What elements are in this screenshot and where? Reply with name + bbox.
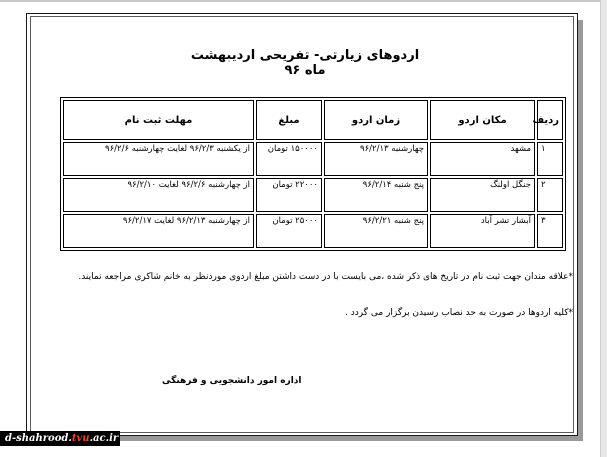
header-row-number: ردیف	[537, 100, 563, 140]
cell-date: چهارشنبه ۹۶/۲/۱۳	[324, 142, 428, 176]
table-header-row	[63, 100, 563, 140]
table-row	[63, 214, 563, 248]
cell-price: ۱۵۰۰۰۰ تومان	[256, 142, 322, 176]
header-date: زمان اردو	[324, 100, 428, 140]
header-registration-deadline: مهلت ثبت نام	[63, 100, 254, 140]
table-row	[63, 178, 563, 212]
note-registration: *علاقه مندان جهت ثبت نام در تاریخ های ذکر شده ،می بایست با در دست داشتن مبلغ اردوی موردنظر به خانم شاکری مراجعه نمایند.	[78, 272, 573, 282]
cell-price: ۲۲۰۰۰ تومان	[256, 178, 322, 212]
cell-row-number: ۳	[537, 214, 563, 248]
header-location: مکان اردو	[430, 100, 535, 140]
cell-date: پنج شنبه ۹۶/۲/۱۴	[324, 178, 428, 212]
watermark-prefix: d-shahrood.	[5, 433, 72, 444]
cell-location: آبشار تشر آباد	[430, 214, 535, 248]
watermark-highlight: tvu	[71, 433, 90, 444]
cell-location: مشهد	[430, 142, 535, 176]
cell-date: پنج شنبه ۹۶/۲/۲۱	[324, 214, 428, 248]
header-price: مبلغ	[256, 100, 322, 140]
watermark-suffix: .ac.ir	[89, 433, 119, 444]
cell-location: جنگل اولنگ	[430, 178, 535, 212]
cell-registration-deadline: از یکشنبه ۹۶/۲/۳ لغایت چهارشنبه ۹۶/۲/۶	[63, 142, 254, 176]
scrollbar[interactable]	[600, 0, 607, 457]
cell-registration-deadline: از چهارشنبه ۹۶/۲/۶ لغایت ۹۶/۲/۱۰	[63, 178, 254, 212]
top-border	[0, 0, 607, 2]
frame-shadow-right	[578, 20, 583, 438]
signature: اداره امور دانشجویی و فرهنگی	[162, 376, 302, 386]
note-minimum-quorum: *کلیه اردوها در صورت به حد نصاب رسیدن برگزار می گردد .	[344, 308, 573, 318]
schedule-table	[60, 97, 566, 251]
site-watermark	[0, 431, 120, 446]
table-row	[63, 142, 563, 176]
cell-row-number: ۲	[537, 178, 563, 212]
cell-price: ۲۵۰۰۰ تومان	[256, 214, 322, 248]
page-title: اردوهای زیارتی- تفریحی اردیبهشت ماه ۹۶	[190, 48, 420, 78]
cell-row-number: ۱	[537, 142, 563, 176]
cell-registration-deadline: از چهارشنبه ۹۶/۲/۱۳ لغایت ۹۶/۲/۱۷	[63, 214, 254, 248]
